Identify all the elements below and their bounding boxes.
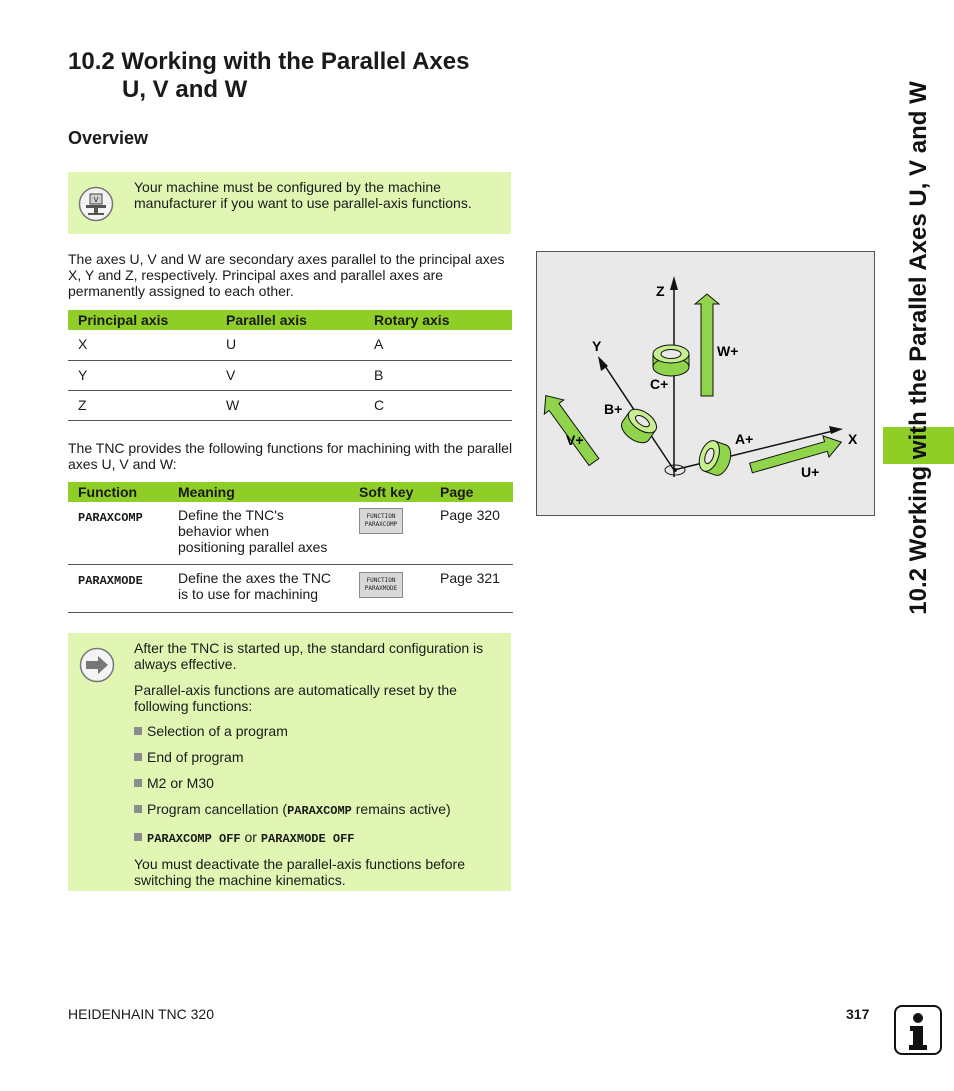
col-header: Principal axis	[68, 310, 216, 330]
table-row	[68, 564, 513, 612]
table-row	[68, 330, 512, 360]
footer-product: HEIDENHAIN TNC 320	[68, 1006, 215, 1022]
info-note	[68, 633, 511, 891]
function-page: Page 321	[430, 564, 513, 612]
function-page: Page 320	[430, 502, 513, 564]
list-item: End of program	[134, 749, 504, 765]
machine-note	[68, 172, 511, 234]
w-plus-arrow	[695, 294, 719, 396]
table-cell: A	[364, 330, 512, 360]
function-meaning: Define the TNC's behavior when positioning parallel axes	[168, 502, 349, 564]
label-b-plus: B+	[604, 401, 623, 417]
col-header: Soft key	[349, 482, 430, 502]
info-paragraph-1: After the TNC is started up, the standard configuration is always effective.	[134, 640, 484, 672]
table-row	[68, 390, 512, 420]
info-icon	[894, 1005, 942, 1055]
z-axis-arrowhead	[670, 276, 678, 290]
machine-note-text: Your machine must be configured by the machine manufacturer if you want to use parallel-axis functions.	[134, 179, 472, 211]
label-z: Z	[656, 283, 665, 299]
label-v-plus: V+	[566, 432, 584, 448]
page-number: 317	[846, 1006, 870, 1022]
col-header: Meaning	[168, 482, 349, 502]
softkey-cell	[349, 564, 430, 612]
bullet-icon	[134, 753, 142, 761]
info-paragraph-2: Parallel-axis functions are automatically reset by the following functions:	[134, 682, 457, 714]
axes-diagram	[536, 251, 875, 516]
bullet-icon	[134, 779, 142, 787]
svg-text:V: V	[93, 196, 99, 204]
table-cell: B	[364, 360, 512, 390]
x-axis-arrowhead	[829, 426, 843, 434]
bullet-icon	[134, 805, 142, 813]
list-item: Selection of a program	[134, 723, 504, 739]
info-paragraph-3: You must deactivate the parallel-axis functions before switching the machine kinematics.	[134, 856, 466, 888]
softkey-cell	[349, 502, 430, 564]
label-u-plus: U+	[801, 464, 820, 480]
bullet-icon	[134, 833, 142, 841]
reset-functions-list	[134, 723, 504, 847]
functions-intro: The TNC provides the following functions for machining with the parallel axes U, V and W:	[68, 440, 513, 472]
title-line-2: U, V and W	[122, 76, 248, 103]
label-x: X	[848, 431, 858, 447]
table-cell: W	[216, 390, 364, 420]
list-item: Program cancellation (PARAXCOMP remains active)	[134, 801, 504, 819]
label-w-plus: W+	[717, 343, 739, 359]
chapter-sidebar-text: 10.2 Working with the Parallel Axes U, V and W	[905, 81, 932, 615]
function-name: PARAXCOMP	[68, 502, 168, 564]
section-heading: Overview	[68, 128, 149, 148]
axes-table-header	[68, 310, 512, 330]
arrow-right-icon	[79, 647, 115, 683]
intro-paragraph: The axes U, V and W are secondary axes parallel to the principal axes X, Y and Z, respectively. Principal axes and parallel axes are permanently assigned to each other.	[68, 251, 505, 299]
functions-table	[68, 482, 513, 613]
table-cell: C	[364, 390, 512, 420]
paraxmode-softkey[interactable]: FUNCTION PARAXMODE	[359, 572, 403, 598]
list-item: PARAXCOMP OFF or PARAXMODE OFF	[134, 829, 504, 847]
paraxcomp-softkey[interactable]: FUNCTION PARAXCOMP	[359, 508, 403, 534]
axes-diagram-graphic	[537, 252, 874, 515]
table-row	[68, 502, 513, 564]
machine-icon	[78, 186, 114, 222]
col-header: Rotary axis	[364, 310, 512, 330]
c-plus-rotation-icon	[653, 345, 689, 376]
label-y: Y	[592, 338, 602, 354]
table-cell: X	[68, 330, 216, 360]
page-title	[68, 48, 469, 104]
col-header: Parallel axis	[216, 310, 364, 330]
col-header: Function	[68, 482, 168, 502]
col-header: Page	[430, 482, 513, 502]
table-row	[68, 360, 512, 390]
axes-table	[68, 310, 512, 421]
a-plus-rotation-icon	[695, 438, 734, 478]
bullet-icon	[134, 727, 142, 735]
list-item: M2 or M30	[134, 775, 504, 791]
u-plus-arrow	[748, 432, 844, 479]
table-cell: V	[216, 360, 364, 390]
info-note-content	[134, 640, 504, 888]
function-name: PARAXMODE	[68, 564, 168, 612]
table-cell: Z	[68, 390, 216, 420]
table-cell: Y	[68, 360, 216, 390]
function-meaning: Define the axes the TNC is to use for machining	[168, 564, 349, 612]
functions-table-header	[68, 482, 513, 502]
label-a-plus: A+	[735, 431, 754, 447]
label-c-plus: C+	[650, 376, 669, 392]
title-line-1: 10.2 Working with the Parallel Axes	[68, 48, 470, 75]
origin-dot	[673, 468, 677, 472]
table-cell: U	[216, 330, 364, 360]
v-plus-arrow	[537, 389, 604, 469]
